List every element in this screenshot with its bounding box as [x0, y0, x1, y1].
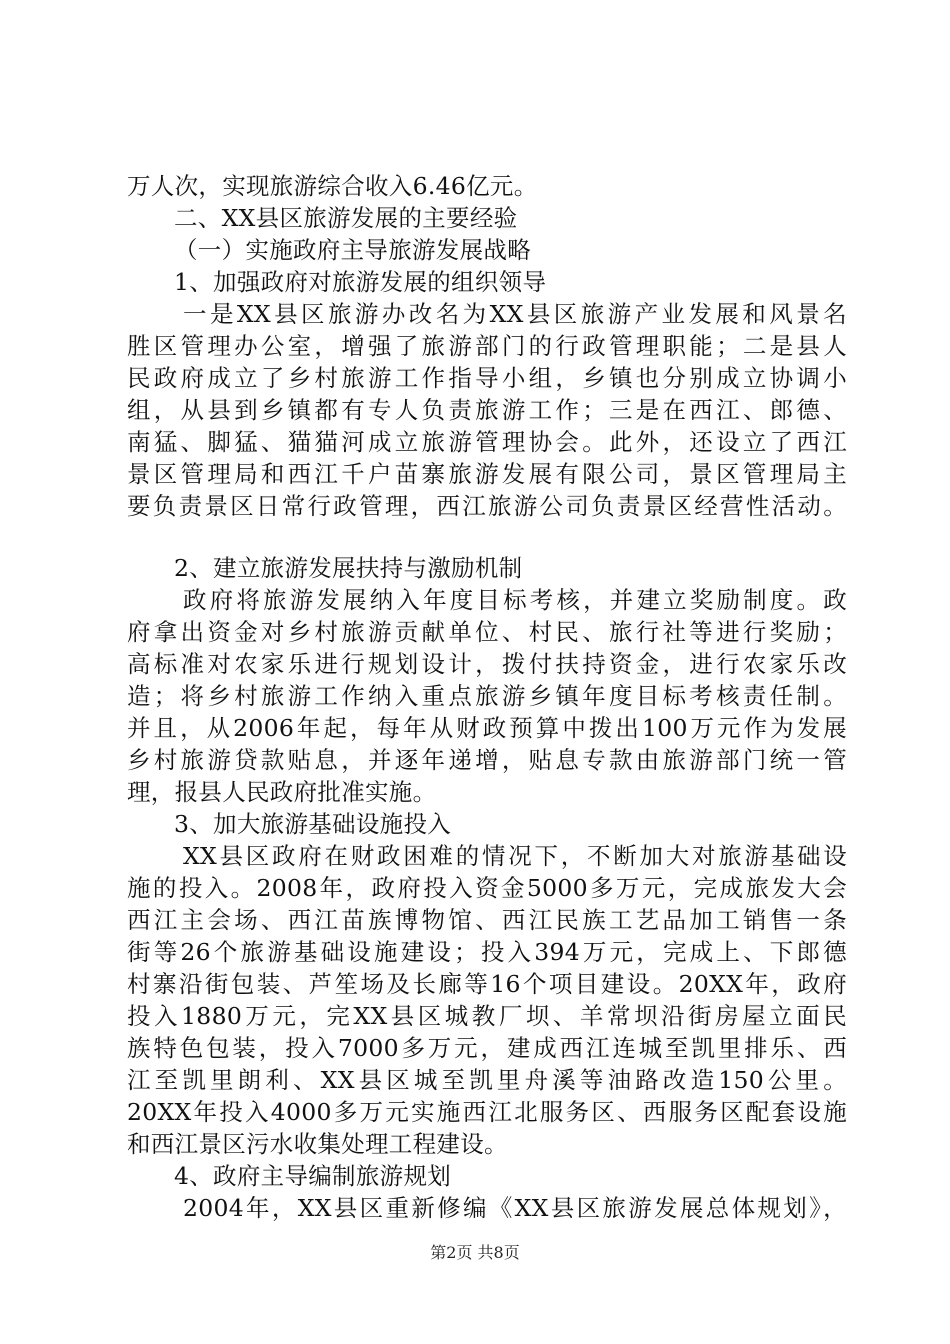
- item-heading: 4、政府主导编制旅游规划: [174, 1162, 452, 1190]
- item-heading: 2、建立旅游发展扶持与激励机制: [174, 554, 523, 582]
- text-line: 族特色包装，投入7000多万元，建成西江连城至凯里排乐、西: [127, 1034, 847, 1062]
- text-line: 府拿出资金对乡村旅游贡献单位、村民、旅行社等进行奖励；: [127, 618, 847, 646]
- text-line: 南猛、脚猛、猫猫河成立旅游管理协会。此外，还设立了西江: [127, 428, 847, 456]
- text-line: 村寨沿街包装、芦笙场及长廊等16个项目建设。20XX年，政府: [127, 970, 847, 998]
- text-line: 施的投入。2008年，政府投入资金5000多万元，完成旅发大会: [127, 874, 847, 902]
- subsection-heading: （一）实施政府主导旅游发展战略: [174, 236, 531, 264]
- text-line: XX县区政府在财政困难的情况下，不断加大对旅游基础设: [183, 842, 847, 870]
- text-line: 西江主会场、西江苗族博物馆、西江民族工艺品加工销售一条: [127, 906, 847, 934]
- text-line: 高标准对农家乐进行规划设计，拨付扶持资金，进行农家乐改: [127, 650, 847, 678]
- text-line: 投入1880万元，完XX县区城教厂坝、羊常坝沿街房屋立面民: [127, 1002, 847, 1030]
- text-line: 理，报县人民政府批准实施。: [127, 778, 437, 806]
- text-line: 江至凯里朗利、XX县区城至凯里舟溪等油路改造150公里。: [127, 1066, 847, 1094]
- text-line: 一是XX县区旅游办改名为XX县区旅游产业发展和风景名: [183, 300, 847, 328]
- text-line: 并且，从2006年起，每年从财政预算中拨出100万元作为发展: [127, 714, 847, 742]
- text-line: 政府将旅游发展纳入年度目标考核，并建立奖励制度。政: [183, 586, 847, 614]
- paragraph-gap: [127, 522, 847, 552]
- text-line: 乡村旅游贷款贴息，并逐年递增，贴息专款由旅游部门统一管: [127, 746, 847, 774]
- text-line: 组，从县到乡镇都有专人负责旅游工作；三是在西江、郎德、: [127, 396, 847, 424]
- text-line: 和西江景区污水收集处理工程建设。: [127, 1130, 508, 1158]
- section-heading: 二、XX县区旅游发展的主要经验: [174, 204, 518, 232]
- text-line: 万人次，实现旅游综合收入6.46亿元。: [127, 172, 538, 200]
- text-line: 要负责景区日常行政管理，西江旅游公司负责景区经营性活动。: [127, 492, 847, 520]
- text-line: 20XX年投入4000多万元实施西江北服务区、西服务区配套设施: [127, 1098, 847, 1126]
- text-line: 造；将乡村旅游工作纳入重点旅游乡镇年度目标考核责任制。: [127, 682, 847, 710]
- text-line: 民政府成立了乡村旅游工作指导小组，乡镇也分别成立协调小: [127, 364, 847, 392]
- item-heading: 3、加大旅游基础设施投入: [174, 810, 452, 838]
- text-line: 景区管理局和西江千户苗寨旅游发展有限公司，景区管理局主: [127, 460, 847, 488]
- page-footer: 第2页 共8页: [430, 1243, 520, 1262]
- text-line: 街等26个旅游基础设施建设；投入394万元，完成上、下郎德: [127, 938, 847, 966]
- item-heading: 1、加强政府对旅游发展的组织领导: [174, 268, 547, 296]
- body-text: [127, 170, 847, 1224]
- text-line: 2004年，XX县区重新修编《XX县区旅游发展总体规划》，: [183, 1194, 847, 1222]
- text-line: 胜区管理办公室，增强了旅游部门的行政管理职能；二是县人: [127, 332, 847, 360]
